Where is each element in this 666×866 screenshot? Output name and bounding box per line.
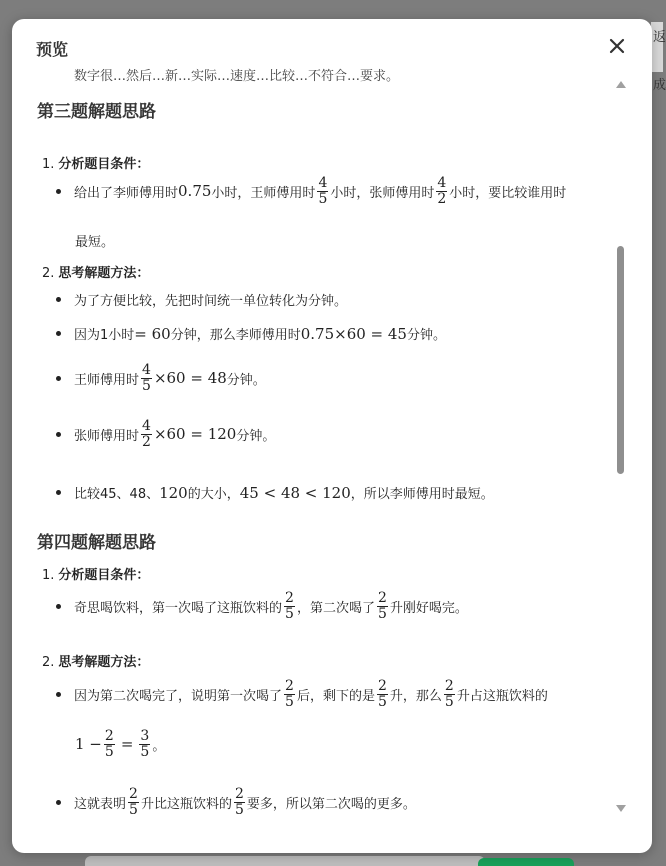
numerator: 2 [104,728,114,744]
list-title: 分析题目条件： [58,157,150,172]
scroll-thumb[interactable] [617,246,624,474]
bullet-icon [56,800,61,805]
list-number: 1. [42,568,55,583]
text: ，所以李师傅用时最短。 [350,487,494,502]
modal-title: 预览 [36,40,69,59]
text: 给出了李师傅用时 [74,185,179,201]
text: 升比这瓶饮料的 [140,796,232,812]
text: 分钟。 [406,328,446,343]
numerator: 2 [444,678,454,694]
background-text: 成 [653,78,666,93]
bullet-icon [56,692,61,697]
scroll-up-icon[interactable] [616,81,626,88]
text: 的大小， [187,487,240,502]
text: 比较45、48、 [74,487,160,502]
text: 分钟。 [236,428,276,444]
text: 小时，王师傅用时 [211,185,316,201]
fraction [128,787,139,817]
fraction [284,591,295,621]
preview-modal [12,19,652,853]
numerator: 2 [285,590,294,606]
vertical-scrollbar[interactable] [612,73,636,823]
math: 0.75 [178,182,212,201]
list-heading [42,262,149,281]
denominator: 5 [377,693,387,710]
background-footer-button [478,858,574,866]
fraction [141,363,152,393]
text: 这就表明 [74,796,127,812]
text: 王师傅用时 [74,372,140,388]
list-title: 分析题目条件： [58,568,150,583]
list-heading [42,153,149,172]
text: 分钟，那么李师傅用时 [170,328,301,343]
close-button[interactable] [606,35,628,57]
text: 升占这瓶饮料的 [456,688,548,704]
math: = 60 [134,324,171,343]
list-heading [42,564,149,583]
bullet-icon [56,432,61,437]
denominator: 5 [140,743,150,760]
bullet-icon [56,490,61,495]
text: 小时，要比较谁用时 [449,185,567,201]
fraction [104,729,115,759]
list-title: 思考解题方法： [58,655,150,670]
text: 因为第二次喝完了，说明第一次喝了 [74,688,283,704]
section-heading: 第四题解题思路 [37,533,156,553]
fraction [377,679,388,709]
bullet-icon [56,331,61,336]
text: 因为1小时 [74,328,135,343]
truncated-text: 数字很…然后…新…实际…速度…比较…不符合…要求。 [74,69,400,84]
denominator: 5 [318,190,328,207]
fraction [317,176,328,206]
bullet-icon [56,376,61,381]
denominator: 5 [234,801,244,818]
denominator: 5 [285,693,294,710]
math: 45 < 48 < 120 [239,483,351,502]
text: 分钟。 [226,372,266,388]
numerator: 2 [377,590,387,606]
scroll-down-icon[interactable] [616,805,626,812]
list-item [56,419,275,449]
list-number: 2. [42,655,55,670]
background-footer [85,856,485,866]
denominator: 5 [377,605,387,622]
preview-content[interactable] [12,69,612,853]
numerator: 2 [129,786,138,802]
math: 120 [159,483,188,502]
fraction [444,679,455,709]
list-number: 1. [42,157,55,172]
denominator: 5 [142,377,151,394]
list-item [56,591,468,621]
math: 1 − [75,735,102,754]
text: 为了方便比较，先把时间统一单位转化为分钟。 [74,294,348,309]
text: 奇思喝饮料，第一次喝了这瓶饮料的 [74,600,283,616]
close-icon [606,35,628,57]
text: 。 [152,738,166,754]
numerator: 4 [318,175,328,191]
denominator: 2 [437,190,447,207]
bullet-icon [56,297,61,302]
math: 0.75×60 = 45 [300,324,407,343]
list-number: 2. [42,266,55,281]
section-heading: 第三题解题思路 [37,102,156,122]
text: 后，剩下的是 [296,688,375,704]
fraction [139,729,150,759]
fraction [284,679,295,709]
text: 要多，所以第二次喝的更多。 [246,796,416,812]
background-text: 返 [653,30,666,45]
list-item [56,787,416,817]
numerator: 2 [234,786,244,802]
text: 小时，张师傅用时 [330,185,435,201]
text: 升刚好喝完。 [389,600,468,616]
list-item [56,290,347,309]
denominator: 5 [104,743,114,760]
fraction [141,419,152,449]
denominator: 5 [129,801,138,818]
bullet-icon [56,604,61,609]
text-continuation: 最短。 [75,235,115,250]
numerator: 3 [140,728,150,744]
fraction [377,591,388,621]
numerator: 2 [285,678,294,694]
math: ×60 = 120 [153,425,237,444]
math-continuation [75,729,165,759]
denominator: 2 [142,433,151,450]
fraction [234,787,245,817]
numerator: 4 [437,175,447,191]
list-item [56,483,494,502]
denominator: 5 [285,605,294,622]
math: ×60 = 48 [153,369,227,388]
text: 张师傅用时 [74,428,140,444]
list-title: 思考解题方法： [58,266,150,281]
math: = [120,735,134,754]
fraction [436,176,447,206]
denominator: 5 [444,693,454,710]
numerator: 4 [142,362,151,378]
background-app-edge [651,22,666,93]
list-item [56,176,566,206]
list-heading [42,651,149,670]
list-item [56,363,266,393]
text: 升，那么 [389,688,442,704]
list-item [56,324,446,343]
list-item [56,679,548,709]
numerator: 2 [377,678,387,694]
text: ，第二次喝了 [296,600,375,616]
numerator: 4 [142,418,151,434]
bullet-icon [56,189,61,194]
